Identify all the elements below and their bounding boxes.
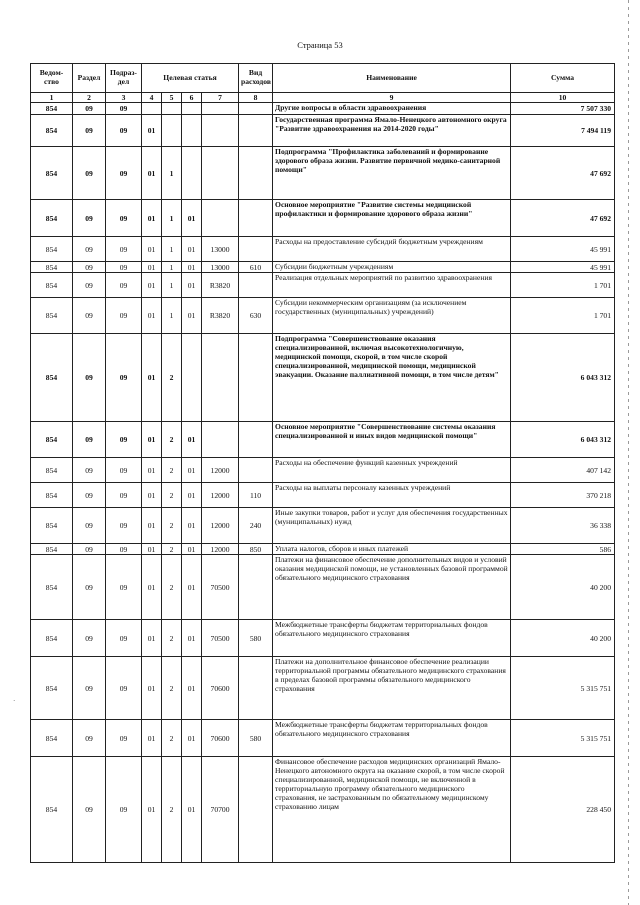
cell-razdel: 09 [73,657,106,720]
table-row [31,273,615,298]
column-number: 9 [273,93,511,103]
column-number: 6 [182,93,202,103]
budget-table [30,63,615,863]
cell-target-1: 01 [142,757,162,863]
cell-podrazdel: 09 [106,273,142,298]
cell-target-2: 1 [162,298,182,334]
table-row [31,262,615,273]
cell-podrazdel: 09 [106,483,142,508]
header-row [31,64,615,93]
scan-mark: · [13,697,16,705]
cell-vedom: 854 [31,422,73,458]
cell-target-3: 01 [182,237,202,262]
cell-target-4: 12000 [202,483,239,508]
table-row [31,458,615,483]
table-row [31,237,615,262]
cell-target-2: 2 [162,620,182,657]
cell-podrazdel: 09 [106,298,142,334]
cell-target-2: 1 [162,147,182,200]
cell-target-4 [202,103,239,115]
table-row [31,147,615,200]
cell-sum: 1 701 [511,298,615,334]
header-celevaya: Целевая статья [142,64,239,93]
cell-sum: 7 494 119 [511,115,615,147]
page-number: Страница 53 [297,40,343,50]
cell-vedom: 854 [31,544,73,555]
table-row [31,298,615,334]
cell-name: Платежи на финансовое обеспечение дополнительных видов и условий оказания медицинской помощи, не установленных базовой программой обязательного медицинского страхования [273,555,511,620]
table-row [31,757,615,863]
cell-sum: 40 200 [511,620,615,657]
cell-razdel: 09 [73,262,106,273]
cell-target-4 [202,422,239,458]
cell-name: Расходы на обеспечение функций казенных учреждений [273,458,511,483]
cell-sum: 370 218 [511,483,615,508]
column-number: 5 [162,93,182,103]
cell-razdel: 09 [73,298,106,334]
cell-target-3: 01 [182,422,202,458]
cell-target-4: 12000 [202,544,239,555]
cell-name: Межбюджетные трансферты бюджетам территориальных фондов обязательного медицинского страхования [273,620,511,657]
cell-target-2: 1 [162,237,182,262]
cell-target-1: 01 [142,458,162,483]
cell-vid: 110 [239,483,273,508]
table-row [31,657,615,720]
cell-target-1: 01 [142,620,162,657]
column-number: 2 [73,93,106,103]
cell-name: Другие вопросы в области здравоохранения [273,103,511,115]
cell-name: Уплата налогов, сборов и иных платежей [273,544,511,555]
cell-vid: 630 [239,298,273,334]
cell-vedom: 854 [31,620,73,657]
cell-sum: 47 692 [511,147,615,200]
cell-vid [239,334,273,422]
cell-vedom: 854 [31,237,73,262]
cell-vedom: 854 [31,657,73,720]
cell-razdel: 09 [73,483,106,508]
cell-sum: 40 200 [511,555,615,620]
table-row [31,544,615,555]
cell-target-2 [162,103,182,115]
cell-target-2: 1 [162,262,182,273]
cell-target-4: 12000 [202,508,239,544]
cell-target-4: 70700 [202,757,239,863]
cell-vedom: 854 [31,720,73,757]
cell-razdel: 09 [73,200,106,237]
cell-razdel: 09 [73,720,106,757]
cell-razdel: 09 [73,422,106,458]
cell-name: Иные закупки товаров, работ и услуг для обеспечения государственных (муниципальных) нужд [273,508,511,544]
cell-target-2: 2 [162,544,182,555]
cell-vedom: 854 [31,200,73,237]
cell-target-3: 01 [182,458,202,483]
cell-vedom: 854 [31,458,73,483]
cell-podrazdel: 09 [106,237,142,262]
cell-vid: 580 [239,720,273,757]
table-row [31,508,615,544]
cell-target-1: 01 [142,657,162,720]
cell-vedom: 854 [31,103,73,115]
table-row [31,115,615,147]
cell-name: Платежи на дополнительное финансовое обеспечение реализации территориальной программы обязательного медицинского страхования в пределах базовой программы обязательного медицинского страхования [273,657,511,720]
cell-target-2: 1 [162,200,182,237]
cell-vid [239,458,273,483]
cell-target-1: 01 [142,262,162,273]
cell-razdel: 09 [73,620,106,657]
cell-target-1: 01 [142,298,162,334]
cell-target-1: 01 [142,720,162,757]
table-row [31,422,615,458]
cell-vedom: 854 [31,147,73,200]
cell-name: Реализация отдельных мероприятий по развитию здравоохранения [273,273,511,298]
table-row [31,200,615,237]
cell-target-3: 01 [182,720,202,757]
cell-vedom: 854 [31,757,73,863]
cell-target-2: 2 [162,334,182,422]
cell-sum: 5 315 751 [511,657,615,720]
cell-target-1: 01 [142,273,162,298]
cell-target-1: 01 [142,508,162,544]
cell-razdel: 09 [73,103,106,115]
cell-target-2: 2 [162,422,182,458]
cell-target-1: 01 [142,483,162,508]
cell-vid [239,555,273,620]
cell-target-2: 2 [162,483,182,508]
cell-target-1: 01 [142,555,162,620]
cell-podrazdel: 09 [106,544,142,555]
cell-target-4: 13000 [202,262,239,273]
cell-target-2 [162,115,182,147]
cell-vid [239,147,273,200]
header-podrazdel: Подраз-дел [106,64,142,93]
cell-sum: 1 701 [511,273,615,298]
cell-vid [239,757,273,863]
cell-name: Основное мероприятие "Развитие системы медицинской профилактики и формирование здорового образа жизни" [273,200,511,237]
cell-target-1: 01 [142,334,162,422]
column-number: 1 [31,93,73,103]
cell-name: Государственная программа Ямало-Ненецкого автономного округа "Развитие здравоохранения на 2014-2020 годы" [273,115,511,147]
cell-name: Расходы на выплаты персоналу казенных учреждений [273,483,511,508]
cell-target-3: 01 [182,200,202,237]
column-number-row [31,93,615,103]
cell-podrazdel: 09 [106,200,142,237]
cell-vedom: 854 [31,115,73,147]
cell-vid [239,237,273,262]
cell-target-3 [182,147,202,200]
cell-name: Расходы на предоставление субсидий бюджетным учреждениям [273,237,511,262]
cell-podrazdel: 09 [106,115,142,147]
cell-sum: 5 315 751 [511,720,615,757]
column-number: 4 [142,93,162,103]
cell-target-3 [182,334,202,422]
cell-name: Субсидии некоммерческим организациям (за исключением государственных (муниципальных) учреждений) [273,298,511,334]
cell-vedom: 854 [31,555,73,620]
cell-podrazdel: 09 [106,334,142,422]
cell-razdel: 09 [73,544,106,555]
column-number: 7 [202,93,239,103]
cell-razdel: 09 [73,458,106,483]
cell-vid: 850 [239,544,273,555]
cell-sum: 45 991 [511,237,615,262]
scan-edge [628,0,629,905]
cell-target-4 [202,115,239,147]
cell-target-2: 2 [162,508,182,544]
header-vedom: Ведом-ство [31,64,73,93]
header-summa: Сумма [511,64,615,93]
cell-target-4: 70600 [202,720,239,757]
cell-razdel: 09 [73,757,106,863]
cell-target-3: 01 [182,262,202,273]
cell-podrazdel: 09 [106,422,142,458]
cell-vid [239,273,273,298]
cell-target-3: 01 [182,620,202,657]
cell-vid [239,422,273,458]
cell-target-4: R3820 [202,298,239,334]
cell-target-2: 2 [162,458,182,483]
cell-sum: 6 043 312 [511,422,615,458]
header-name: Наименование [273,64,511,93]
cell-target-3: 01 [182,298,202,334]
cell-target-1 [142,103,162,115]
cell-sum: 586 [511,544,615,555]
table-row [31,720,615,757]
cell-sum: 228 450 [511,757,615,863]
cell-vid: 610 [239,262,273,273]
cell-target-1: 01 [142,422,162,458]
cell-target-2: 2 [162,720,182,757]
cell-name: Субсидии бюджетным учреждениям [273,262,511,273]
header-razdel: Раздел [73,64,106,93]
cell-podrazdel: 09 [106,757,142,863]
cell-podrazdel: 09 [106,147,142,200]
cell-target-2: 2 [162,657,182,720]
cell-podrazdel: 09 [106,458,142,483]
cell-vid [239,657,273,720]
cell-target-4 [202,147,239,200]
cell-target-4: 70600 [202,657,239,720]
cell-target-3 [182,115,202,147]
cell-target-1: 01 [142,147,162,200]
column-number: 8 [239,93,273,103]
cell-target-4: 12000 [202,458,239,483]
budget-rows [31,103,615,863]
table-row [31,103,615,115]
cell-target-1: 01 [142,200,162,237]
cell-razdel: 09 [73,508,106,544]
cell-sum: 45 991 [511,262,615,273]
cell-vedom: 854 [31,298,73,334]
cell-target-3: 01 [182,555,202,620]
cell-name: Подпрограмма "Совершенствование оказания специализированной, включая высокотехнологичную, медицинской помощи, скорой, в том числе скорой специализированной, медицинской помощи, медицинской эвакуации. Оказание паллиативной помощи, в том числе детям" [273,334,511,422]
cell-sum: 7 507 330 [511,103,615,115]
table-row [31,334,615,422]
cell-target-2: 2 [162,757,182,863]
cell-target-3: 01 [182,273,202,298]
cell-vid [239,200,273,237]
cell-podrazdel: 09 [106,720,142,757]
cell-vedom: 854 [31,273,73,298]
cell-podrazdel: 09 [106,262,142,273]
cell-podrazdel: 09 [106,657,142,720]
cell-vid [239,103,273,115]
cell-name: Финансовое обеспечение расходов медицинских организаций Ямало-Ненецкого автономного округа на оказание скорой, в том числе скорой специализированной, медицинской помощи, не включенной в территориальную программу обязательного медицинского страхования, не застрахованным по обязательному медицинскому страхованию лицам [273,757,511,863]
cell-vid: 240 [239,508,273,544]
cell-podrazdel: 09 [106,508,142,544]
cell-target-4: 70500 [202,555,239,620]
cell-name: Межбюджетные трансферты бюджетам территориальных фондов обязательного медицинского страхования [273,720,511,757]
cell-target-3: 01 [182,508,202,544]
cell-target-1: 01 [142,115,162,147]
cell-razdel: 09 [73,334,106,422]
cell-vedom: 854 [31,262,73,273]
table-row [31,555,615,620]
cell-target-4 [202,334,239,422]
cell-razdel: 09 [73,273,106,298]
cell-target-2: 2 [162,555,182,620]
header-vid: Вид расходов [239,64,273,93]
cell-target-3: 01 [182,657,202,720]
cell-target-4: R3820 [202,273,239,298]
cell-vid [239,115,273,147]
cell-razdel: 09 [73,115,106,147]
cell-sum: 407 142 [511,458,615,483]
cell-target-1: 01 [142,544,162,555]
cell-razdel: 09 [73,147,106,200]
cell-target-4 [202,200,239,237]
cell-razdel: 09 [73,237,106,262]
table-row [31,620,615,657]
cell-sum: 47 692 [511,200,615,237]
cell-target-4: 13000 [202,237,239,262]
cell-razdel: 09 [73,555,106,620]
cell-name: Подпрограмма "Профилактика заболеваний и формирование здорового образа жизни. Развитие первичной медико-санитарной помощи" [273,147,511,200]
cell-target-3: 01 [182,483,202,508]
cell-target-1: 01 [142,237,162,262]
cell-vedom: 854 [31,483,73,508]
cell-target-3: 01 [182,544,202,555]
column-number: 3 [106,93,142,103]
cell-target-4: 70500 [202,620,239,657]
cell-target-3 [182,103,202,115]
cell-target-2: 1 [162,273,182,298]
cell-target-3: 01 [182,757,202,863]
cell-sum: 6 043 312 [511,334,615,422]
column-number: 10 [511,93,615,103]
cell-vedom: 854 [31,334,73,422]
cell-vedom: 854 [31,508,73,544]
cell-podrazdel: 09 [106,103,142,115]
cell-podrazdel: 09 [106,620,142,657]
cell-vid: 580 [239,620,273,657]
cell-sum: 36 338 [511,508,615,544]
cell-podrazdel: 09 [106,555,142,620]
cell-name: Основное мероприятие "Совершенствование системы оказания специализированной и иных видов медицинской помощи" [273,422,511,458]
table-row [31,483,615,508]
